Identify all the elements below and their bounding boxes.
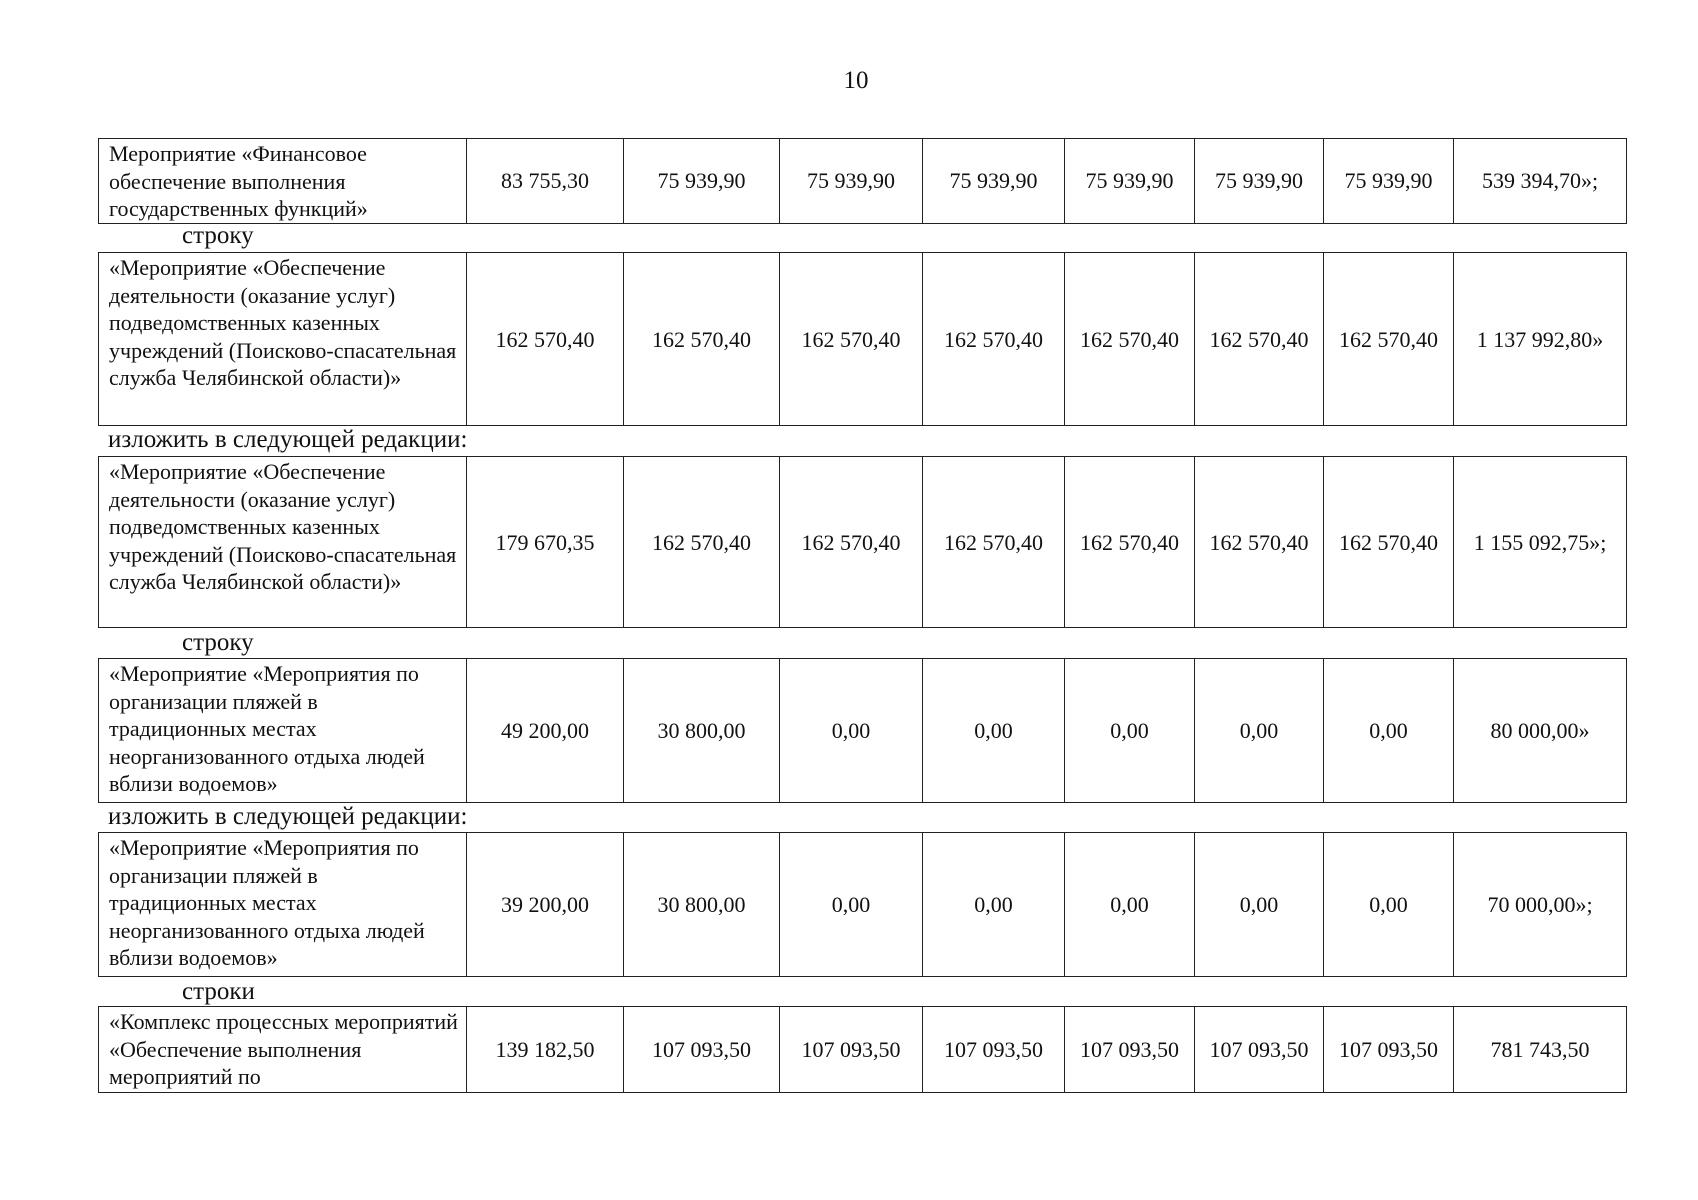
amount-cell: 107 093,50 [780,1007,923,1093]
instruction-caption: изложить в следующей редакции: [108,426,468,453]
activity-name-cell: Мероприятие «Финансовое обеспечение выполнения государственных функций» [99,139,467,224]
amount-cell: 0,00 [1195,833,1324,977]
total-cell: 781 743,50 [1454,1007,1627,1093]
budget-row-table [98,1006,1627,1093]
amount-cell: 139 182,50 [467,1007,624,1093]
budget-row-table [98,252,1627,426]
amount-cell: 162 570,40 [780,457,923,628]
amount-cell: 162 570,40 [1195,457,1324,628]
amount-cell: 0,00 [923,833,1065,977]
amount-cell: 75 939,90 [1065,139,1195,224]
table-row [99,833,1627,977]
activity-name-cell: «Мероприятие «Мероприятия по организации пляжей в традиционных местах неорганизованного отдыха людей вблизи водоемов» [99,833,467,977]
amount-cell: 162 570,40 [923,457,1065,628]
amount-cell: 162 570,40 [1065,457,1195,628]
amount-cell: 0,00 [923,659,1065,803]
amount-cell: 30 800,00 [624,833,780,977]
amount-cell: 30 800,00 [624,659,780,803]
table-row [99,1007,1627,1093]
table-row [99,659,1627,803]
total-cell: 1 155 092,75»; [1454,457,1627,628]
amount-cell: 162 570,40 [1195,253,1324,426]
amount-cell: 162 570,40 [624,457,780,628]
amount-cell: 107 093,50 [1195,1007,1324,1093]
amount-cell: 0,00 [1324,833,1454,977]
amount-cell: 0,00 [780,833,923,977]
amount-cell: 0,00 [780,659,923,803]
budget-row-table [98,658,1627,803]
amount-cell: 0,00 [1324,659,1454,803]
page-number: 10 [843,67,869,94]
amount-cell: 0,00 [1195,659,1324,803]
activity-name-cell: «Мероприятие «Обеспечение деятельности (оказание услуг) подведомственных казенных учреждений (Поисково-спасательная служба Челябинской области)» [99,253,467,426]
total-cell: 80 000,00» [1454,659,1627,803]
table-row [99,457,1627,628]
amount-cell: 162 570,40 [780,253,923,426]
budget-row-table [98,138,1627,224]
instruction-caption: изложить в следующей редакции: [108,803,468,830]
amount-cell: 162 570,40 [923,253,1065,426]
amount-cell: 75 939,90 [1195,139,1324,224]
activity-name-cell: «Мероприятие «Обеспечение деятельности (оказание услуг) подведомственных казенных учреждений (Поисково-спасательная служба Челябинской области)» [99,457,467,628]
activity-name-cell: «Мероприятие «Мероприятия по организации пляжей в традиционных местах неорганизованного отдыха людей вблизи водоемов» [99,659,467,803]
table-row [99,139,1627,224]
amount-cell: 107 093,50 [624,1007,780,1093]
total-cell: 70 000,00»; [1454,833,1627,977]
amount-cell: 107 093,50 [1324,1007,1454,1093]
amount-cell: 162 570,40 [1324,457,1454,628]
amount-cell: 162 570,40 [467,253,624,426]
amount-cell: 0,00 [1065,659,1195,803]
amount-cell: 49 200,00 [467,659,624,803]
instruction-caption: строки [182,978,255,1005]
table-row [99,253,1627,426]
amount-cell: 0,00 [1065,833,1195,977]
budget-row-table [98,832,1627,977]
amount-cell: 75 939,90 [624,139,780,224]
amount-cell: 75 939,90 [780,139,923,224]
activity-name-cell: «Комплекс процессных мероприятий «Обеспечение выполнения мероприятий по [99,1007,467,1093]
amount-cell: 179 670,35 [467,457,624,628]
instruction-caption: строку [182,629,254,656]
amount-cell: 107 093,50 [1065,1007,1195,1093]
amount-cell: 107 093,50 [923,1007,1065,1093]
amount-cell: 75 939,90 [1324,139,1454,224]
amount-cell: 39 200,00 [467,833,624,977]
total-cell: 539 394,70»; [1454,139,1627,224]
amount-cell: 162 570,40 [624,253,780,426]
total-cell: 1 137 992,80» [1454,253,1627,426]
budget-row-table [98,456,1627,628]
amount-cell: 162 570,40 [1324,253,1454,426]
amount-cell: 162 570,40 [1065,253,1195,426]
instruction-caption: строку [182,222,254,249]
amount-cell: 83 755,30 [467,139,624,224]
amount-cell: 75 939,90 [923,139,1065,224]
